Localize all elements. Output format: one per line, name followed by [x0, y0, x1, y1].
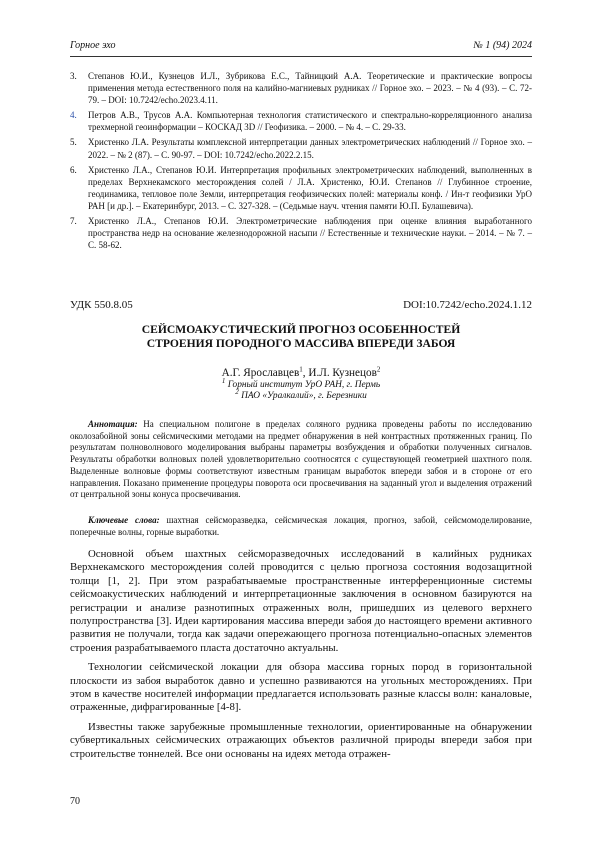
reference-item — [70, 136, 532, 160]
reference-text: Петров А.В., Трусов А.А. Компьютерная технология статистического и спектрально-корреляционного анализа трехмерной геоинформации – КОСКАД 3D // Геофизика. – 2000. – № 4. – С. 29-33. — [88, 110, 532, 133]
article-body — [70, 548, 532, 767]
affiliation — [70, 376, 532, 391]
affiliation — [70, 387, 532, 402]
header-divider — [70, 56, 532, 57]
abstract-label: Аннотация: — [88, 419, 138, 429]
running-header — [70, 40, 532, 54]
author-separator: , — [302, 367, 309, 379]
issue-number: № 1 (94) 2024 — [473, 40, 532, 51]
authors — [70, 367, 532, 379]
doi-link[interactable]: DOI:10.7242/echo.2024.1.12 — [403, 299, 532, 311]
reference-number: 5. — [70, 137, 77, 148]
reference-text: Христенко Л.А. Результаты комплексной интерпретации данных электрометрических наблюдений // Горное эхо. – 2022. – № 2 (87). – С. 90-97. – DOI: 10.7242/echo.2022.2.15. — [88, 137, 532, 160]
reference-item — [70, 164, 532, 212]
reference-item — [70, 109, 532, 133]
journal-name: Горное эхо — [70, 40, 116, 51]
reference-number: 6. — [70, 164, 77, 175]
body-paragraph: Технологии сейсмической локации для обзора массива горных пород в горизонтальной плоскости из забоя выработок давно и успешно развиваются на угольных месторождениях. При этом в качестве носителей информации предлагается использовать разные классы волн: каналовые, отраженные, дифрагированные [4-8]. — [70, 661, 532, 714]
article-meta — [70, 299, 532, 313]
keywords-label: Ключевые слова: — [88, 515, 160, 525]
reference-number: 3. — [70, 71, 77, 81]
keywords-text: шахтная сейсморазведка, сейсмическая локация, прогноз, забой, сейсмомоделирование, поперечные волны, горные выработки. — [70, 515, 532, 537]
author-name: А.Г. Ярославцев — [221, 367, 300, 379]
abstract-text: На специальном полигоне в пределах соляного рудника проведены работы по исследованию околозабойной зоны сейсмическими методами на предмет обнаружения в ней контрастных протяженных границ. По результатам полноволнового моделирования выбраны параметры возбуждения и обработки полученных сигналов. Результаты обработки волновых полей удовлетворительно соотносятся с существующей геометрией шахтного поля. Выделенные волновые формы соответствуют известным границам выработок впереди забоя и в стороне от его направления. Показано применение процедуры поворота оси просвечивания на заданный угол и выделения отражений от центральной зоны конуса просвечивания. — [70, 419, 532, 500]
reference-list — [70, 70, 532, 254]
abstract — [70, 419, 532, 501]
body-paragraph: Основной объем шахтных сейсморазведочных исследований в калийных рудниках Верхнекамского месторождения солей проводится с целью прогноза состояния водозащитной толщи [1, 2]. При этом разрабатываемые пространственные интерференционные системы сейсмоакустических наблюдений и интерпретационные заключения в основном базируются на регистрации и анализе разнотипных отраженных волн, пришедших из целевого верхнего полупространства [3]. Идеи картирования массива впереди забоя до настоящего времени активного развития не получали, тогда как задачи опережающего прогноза потенциально-опасных элементов строения разрабатываемого пласта достаточно актуальны. — [70, 548, 532, 654]
title-line: СЕЙСМОАКУСТИЧЕСКИЙ ПРОГНОЗ ОСОБЕННОСТЕЙ — [141, 323, 461, 336]
reference-number: 4. — [70, 110, 77, 121]
reference-text: Христенко Л.А., Степанов Ю.И. Электрометрические наблюдения при оценке влияния выработанного пространства недр на основание железнодорожной насыпи // Естественные и технические науки. – 2014. – № 7. – С. 58-62. — [88, 216, 532, 251]
author-affiliation-mark: 1 — [299, 365, 303, 374]
reference-text: Христенко Л.А., Степанов Ю.И. Интерпретация профильных электрометрических наблюдений, выполненных в пределах Верхнекамского месторождения солей / Л.А. Христенко, Ю.И. Степанов // Глубинное строение, геодинамика, тепловое поле Земли, интерпретация геофизических полей: материалы конф. / Ин-т геофизики УрО РАН [и др.]. – Екатеринбург, 2013. – С. 327-328. – (Седьмые науч. чтения памяти Ю.П. Булашевича). — [88, 164, 532, 211]
page-number: 70 — [70, 796, 80, 807]
affiliation-mark: 1 — [221, 376, 226, 385]
title-line: СТРОЕНИЯ ПОРОДНОГО МАССИВА ВПЕРЕДИ ЗАБОЯ — [146, 337, 456, 350]
reference-item — [70, 70, 532, 106]
author-name: И.Л. Кузнецов — [308, 367, 377, 379]
udk-code: УДК 550.8.05 — [70, 299, 133, 311]
reference-number: 7. — [70, 216, 77, 227]
author-affiliation-mark: 2 — [376, 365, 381, 374]
body-paragraph: Известны также зарубежные промышленные технологии, ориентированные на обнаружении субвертикальных сейсмических отражающих объектов различной природы впереди забоя при строительстве тоннелей. Все они основаны на идеях метода отражен- — [70, 720, 532, 760]
affiliation-text: Горный институт УрО РАН, г. Пермь — [225, 380, 381, 390]
article-title — [70, 323, 532, 351]
keywords — [70, 515, 532, 538]
affiliation-mark: 2 — [235, 387, 239, 396]
reference-item — [70, 215, 532, 251]
affiliation-text: ПАО «Уралкалий», г. Березники — [238, 391, 367, 401]
reference-text: Степанов Ю.И., Кузнецов И.Л., Зубрикова Е.С., Тайницкий А.А. Теоретические и практические вопросы применения метода естественного поля на калийно-магниевых рудниках // Горное эхо. – 2023. – № 4 (93). – С. 72-79. – DOI: 10.7242/echo.2023.4.11. — [88, 71, 532, 106]
